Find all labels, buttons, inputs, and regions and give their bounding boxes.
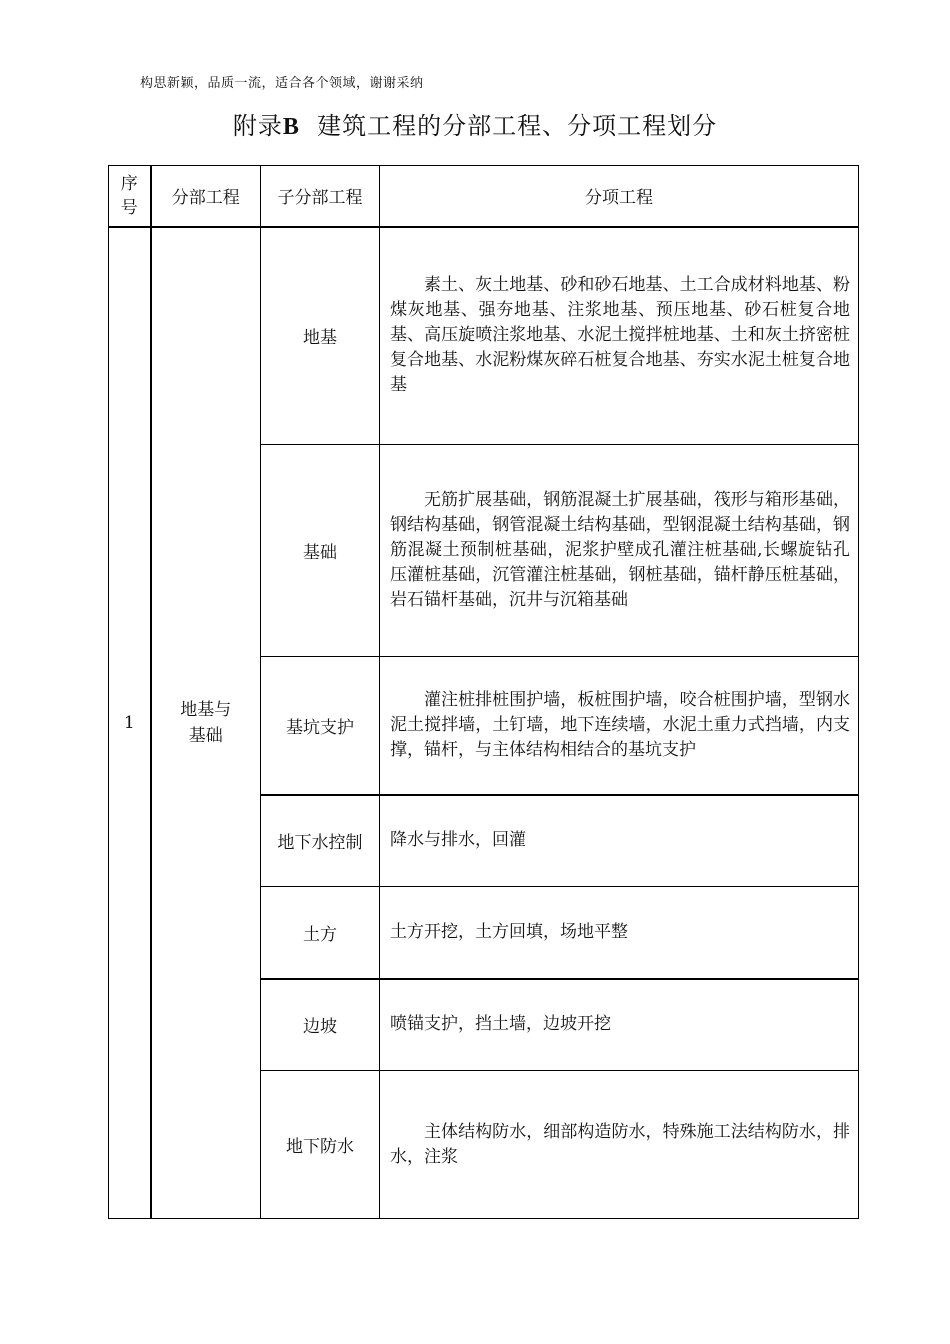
header-note: 构思新颖，品质一流，适合各个领域，谢谢采纳 [140,76,424,91]
header-division: 分部工程 [151,166,261,227]
division-table [108,165,859,1219]
title-letter: B [282,114,300,140]
header-seq: 序号 [109,166,151,227]
table-row [109,227,859,445]
row-division: 地基与基础 [151,227,261,1219]
header-subdivision: 子分部工程 [261,166,380,227]
header-row [109,166,859,227]
title-rest: 建筑工程的分部工程、分项工程划分 [317,112,718,140]
subdivision-items: 素土、灰土地基、砂和砂石地基、土工合成材料地基、粉煤灰地基、强夯地基、注浆地基、预压地基、砂石桩复合地基、高压旋喷注浆地基、水泥土搅拌桩地基、土和灰土挤密桩复合地基、水泥粉煤灰碎石桩复合地基、夯实水泥土桩复合地基 [380,227,859,445]
subdivision-items: 灌注桩排桩围护墙，板桩围护墙，咬合桩围护墙，型钢水泥土搅拌墙，土钉墙，地下连续墙，水泥土重力式挡墙，内支撑，锚杆，与主体结构相结合的基坑支护 [380,657,859,795]
subdivision-name: 边坡 [261,979,380,1071]
subdivision-items: 无筋扩展基础，钢筋混凝土扩展基础，筏形与箱形基础，钢结构基础，钢管混凝土结构基础，型钢混凝土结构基础，钢筋混凝土预制桩基础，泥浆护壁成孔灌注桩基础,长螺旋钻孔压灌桩基础，沉管灌注桩基础，钢桩基础，锚杆静压桩基础，岩石锚杆基础，沉井与沉箱基础 [380,445,859,657]
page-title [0,106,950,141]
subdivision-items: 喷锚支护，挡土墙，边坡开挖 [380,979,859,1071]
subdivision-name: 基础 [261,445,380,657]
row-seq: 1 [109,227,151,1219]
header-items: 分项工程 [380,166,859,227]
subdivision-items: 降水与排水，回灌 [380,795,859,887]
subdivision-name: 基坑支护 [261,657,380,795]
title-prefix: 附录 [232,112,283,140]
subdivision-name: 地基 [261,227,380,445]
subdivision-name: 土方 [261,887,380,979]
subdivision-items: 土方开挖，土方回填，场地平整 [380,887,859,979]
subdivision-name: 地下水控制 [261,795,380,887]
subdivision-items: 主体结构防水，细部构造防水，特殊施工法结构防水，排水，注浆 [380,1071,859,1219]
subdivision-name: 地下防水 [261,1071,380,1219]
